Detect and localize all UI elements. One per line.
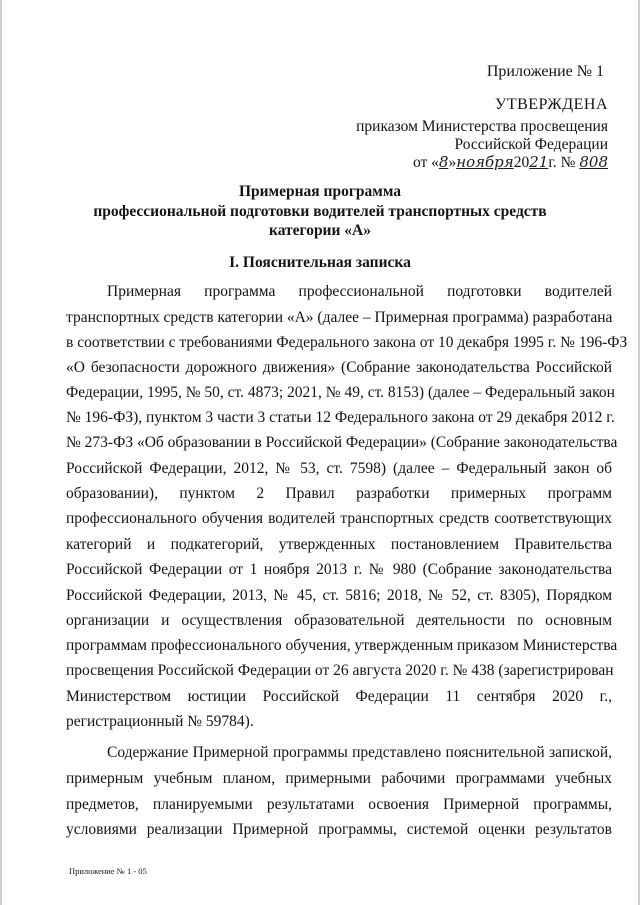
document-title-line2: профессиональной подготовки водителей транспортных средств — [93, 203, 547, 220]
appendix-label: Приложение № 1 — [486, 63, 604, 80]
page-footer: Приложение № 1 - 05 — [69, 866, 147, 876]
body-line: Федерации, 1995, № 50, ст. 4873; 2021, № 49, ст. 8153) (далее – Федеральный закон — [66, 384, 615, 401]
order-year-handwritten: 21 — [529, 153, 549, 171]
body-line: программам профессионального обучения, утвержденным приказом Министерства — [66, 637, 618, 654]
body-line: № 196-ФЗ), пунктом 3 части 3 статьи 12 Федерального закона от 29 декабря 2012 г. — [66, 409, 615, 426]
order-day-handwritten: 8 — [438, 153, 449, 171]
body-line: регистрационный № 59784). — [66, 713, 254, 730]
document-title-line3: категории «А» — [269, 222, 371, 239]
body-line: категорий и подкатегорий, утвержденных постановлением Правительства — [66, 536, 612, 553]
section-heading: I. Пояснительная записка — [229, 254, 411, 271]
body-line: профессионального обучения водителей транспортных средств соответствующих — [66, 510, 612, 527]
body-line: в соответствии с требованиями Федерального закона от 10 декабря 1995 г. № 196-ФЗ — [66, 334, 628, 351]
body-line: транспортных средств категории «А» (далее – Примерная программа) разработана — [66, 309, 613, 326]
order-date-number-line — [413, 153, 608, 172]
approved-label: УТВЕРЖДЕНА — [494, 96, 608, 113]
body-line: Примерная программа профессиональной подготовки водителей — [107, 283, 612, 300]
body-line: организации и осуществления образовательной деятельности по основным — [66, 612, 612, 629]
body-line: № 273-ФЗ «Об образовании в Российской Федерации» (Собрание законодательства — [66, 434, 618, 451]
order-month-handwritten: ноября — [456, 153, 514, 171]
body-line: Содержание Примерной программы представлено пояснительной запиской, — [107, 744, 612, 761]
order-year-prefix: 20 — [513, 154, 530, 171]
order-line-federation: Российской Федерации — [454, 136, 608, 153]
order-number-handwritten: 808 — [579, 153, 608, 171]
body-line: условиями реализации Примерной программы, системой оценки результатов — [66, 821, 612, 838]
order-from-text: от « — [412, 154, 439, 171]
body-line: примерным учебным планом, примерными рабочими программами учебных — [66, 770, 612, 787]
document-title-line1: Примерная программа — [238, 183, 402, 200]
body-line: Министерством юстиции Российской Федерации 11 сентября 2020 г., — [66, 688, 612, 705]
body-line: просвещения Российской Федерации от 26 августа 2020 г. № 438 (зарегистрирован — [66, 662, 614, 679]
order-mid-text: » — [448, 154, 457, 171]
order-year-end: г. № — [548, 154, 576, 171]
order-line-ministry: приказом Министерства просвещения — [356, 118, 608, 135]
body-line: образовании), пунктом 2 Правил разработки примерных программ — [66, 485, 612, 502]
body-line: «О безопасности дорожного движения» (Собрание законодательства Российской — [66, 359, 612, 376]
body-line: Российской Федерации от 1 ноября 2013 г. № 980 (Собрание законодательства — [66, 561, 612, 578]
body-line: Российской Федерации, 2013, № 45, ст. 5816; 2018, № 52, ст. 8305), Порядком — [66, 587, 612, 604]
body-line: предметов, планируемыми результатами освоения Примерной программы, — [66, 796, 612, 813]
body-line: Российской Федерации, 2012, № 53, ст. 7598) (далее – Федеральный закон об — [66, 460, 612, 477]
scan-edge-left — [0, 0, 2, 905]
